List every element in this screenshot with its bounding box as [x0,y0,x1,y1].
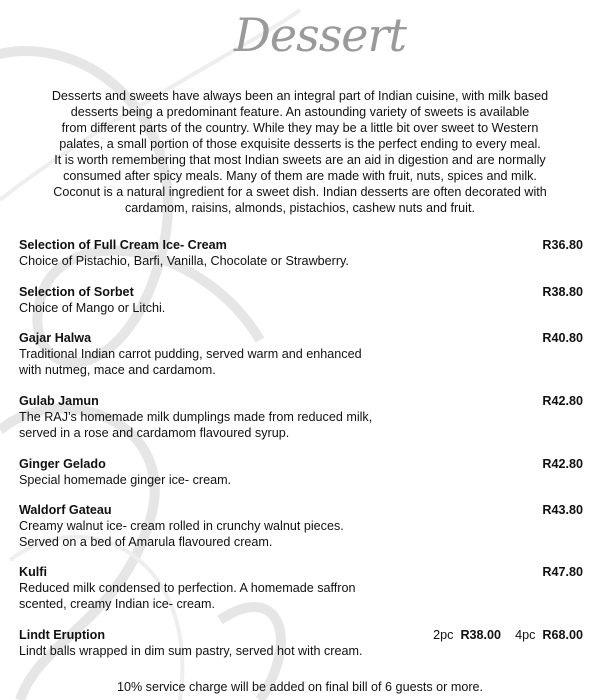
service-charge-note: 10% service charge will be added on final bill of 6 guests or more. [116,680,484,694]
menu-item [19,237,583,269]
item-description: Special homemade ginger ice- cream. [19,473,232,487]
item-price: R47.80 [542,565,583,579]
item-price: R36.80 [542,238,583,252]
item-price: R42.80 [542,394,583,408]
menu-item [19,393,583,441]
menu-item [19,284,583,316]
item-name: Waldorf Gateau [19,503,112,517]
intro-line: Coconut is a natural ingredient for a sweet dish. Indian desserts are often decorated with [53,185,547,199]
item-description: served in a rose and cardamom flavoured syrup. [19,426,290,440]
page-title: Dessert [233,8,406,62]
item-description: Reduced milk condensed to perfection. A homemade saffron [19,581,356,595]
item-price: R40.80 [542,331,583,345]
item-name: Lindt Eruption [19,628,106,642]
item-price: R38.00 [460,628,502,642]
item-name: Selection of Sorbet [19,285,134,299]
item-name: Ginger Gelado [19,457,106,471]
intro-paragraph [10,88,590,216]
item-name: Gulab Jamun [19,394,99,408]
item-description: Creamy walnut ice- cream rolled in crunchy walnut pieces. [19,519,344,533]
intro-line: consumed after spicy meals. Many of them are made with fruit, nuts, spices and milk. [63,169,537,183]
menu-item [19,564,583,612]
item-description: scented, creamy Indian ice- cream. [19,597,215,611]
intro-line: palates, a small portion of those exquisite desserts is the perfect ending to every meal. [59,137,541,151]
item-description: Choice of Pistachio, Barfi, Vanilla, Chocolate or Strawberry. [19,254,349,268]
price-qty: 2pc [433,628,454,642]
item-description: with nutmeg, mace and cardamom. [19,363,216,377]
item-price: R68.00 [542,628,583,642]
intro-line: desserts being a predominant feature. An astounding variety of sweets is available [70,105,530,119]
menu-item [19,502,583,550]
item-name: Gajar Halwa [19,331,92,345]
item-price-options [433,627,583,643]
intro-line: cardamom, raisins, almonds, pistachios, cashew nuts and fruit. [125,201,475,215]
intro-line: from different parts of the country. While they may be a little bit over sweet to Western [61,121,539,135]
item-description: Lindt balls wrapped in dim sum pastry, served hot with cream. [19,644,363,658]
item-description: The RAJ’s homemade milk dumplings made from reduced milk, [19,410,373,424]
menu-item [19,627,583,659]
menu-item [19,330,583,378]
intro-line: Desserts and sweets have always been an integral part of Indian cuisine, with milk based [51,89,549,103]
price-qty: 4pc [515,628,536,642]
item-name: Selection of Full Cream Ice- Cream [19,238,227,252]
intro-line: It is worth remembering that most Indian sweets are an aid in digestion and are normally [54,153,546,167]
item-price: R38.80 [542,285,583,299]
item-price: R43.80 [542,503,583,517]
item-description: Choice of Mango or Litchi. [19,301,166,315]
item-description: Served on a bed of Amarula flavoured cream. [19,535,273,549]
item-name: Kulfi [19,565,47,579]
item-price: R42.80 [542,457,583,471]
menu-item [19,456,583,488]
item-description: Traditional Indian carrot pudding, served warm and enhanced [19,347,362,361]
